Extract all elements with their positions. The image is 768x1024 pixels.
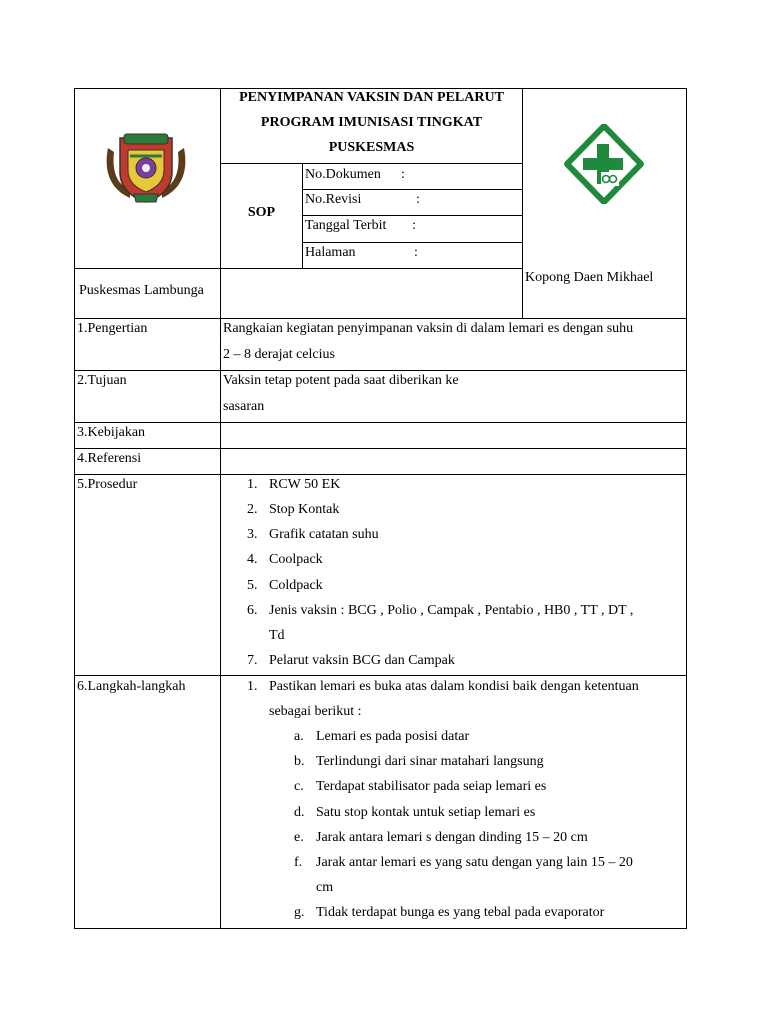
- list-item: RCW 50 EK: [269, 477, 341, 492]
- field-label-no-revisi: No.Revisi: [305, 192, 362, 207]
- row-label-kebijakan: 3.Kebijakan: [77, 425, 146, 440]
- pengertian-text-line-1: Rangkaian kegiatan penyimpanan vaksin di dalam lemari es dengan suhu: [223, 321, 634, 336]
- title-line-1: PENYIMPANAN VAKSIN DAN PELARUT: [239, 90, 504, 105]
- list-item: Pastikan lemari es buka atas dalam kondisi baik dengan ketentuan: [269, 679, 639, 694]
- list-item-number: 4.: [247, 552, 258, 567]
- list-item-number: 1.: [247, 477, 258, 492]
- row-label-referensi: 4.Referensi: [77, 451, 142, 466]
- pengertian-text-line-2: 2 – 8 derajat celcius: [223, 347, 335, 362]
- title-line-3: PUSKESMAS: [328, 140, 415, 155]
- sub-item: Satu stop kontak untuk setiap lemari es: [316, 805, 536, 820]
- list-item: Pelarut vaksin BCG dan Campak: [269, 653, 455, 668]
- list-item-number: 2.: [247, 502, 258, 517]
- puskesmas-cross-logo: [564, 124, 644, 204]
- sub-item: Tidak terdapat bunga es yang tebal pada evaporator: [316, 905, 605, 920]
- sub-item-letter: g.: [294, 905, 305, 920]
- sub-item-letter: b.: [294, 754, 305, 769]
- list-item-number: 7.: [247, 653, 258, 668]
- tujuan-text-line-2: sasaran: [223, 399, 265, 414]
- row-label-prosedur: 5.Prosedur: [77, 477, 138, 492]
- field-label-tanggal-terbit: Tanggal Terbit: [305, 218, 387, 233]
- sub-item-letter: a.: [294, 729, 304, 744]
- sub-item-letter: d.: [294, 805, 305, 820]
- field-label-no-dokumen: No.Dokumen: [305, 167, 381, 182]
- sub-item-letter: c.: [294, 779, 304, 794]
- row-label-pengertian: 1.Pengertian: [77, 321, 148, 336]
- field-sep-halaman: :: [414, 245, 418, 260]
- list-item: Jenis vaksin : BCG , Polio , Campak , Pentabio , HB0 , TT , DT ,: [269, 603, 634, 618]
- field-sep-no-dokumen: :: [401, 167, 405, 182]
- head-name: Kopong Daen Mikhael: [525, 270, 654, 285]
- list-item-number: 6.: [247, 603, 258, 618]
- list-item-number: 3.: [247, 527, 258, 542]
- list-item-continuation: sebagai berikut :: [269, 704, 362, 719]
- list-item: Coldpack: [269, 578, 323, 593]
- sub-item-letter: e.: [294, 830, 304, 845]
- sub-item-continuation: cm: [316, 880, 334, 895]
- list-item-number: 1.: [247, 679, 258, 694]
- list-item: Stop Kontak: [269, 502, 340, 517]
- row-label-langkah: 6.Langkah-langkah: [77, 679, 186, 694]
- sub-item: Jarak antara lemari s dengan dinding 15 – 20 cm: [316, 830, 588, 845]
- field-sep-tanggal-terbit: :: [412, 218, 416, 233]
- sub-item: Terdapat stabilisator pada seiap lemari es: [316, 779, 547, 794]
- sub-item: Terlindungi dari sinar matahari langsung: [316, 754, 544, 769]
- list-item-number: 5.: [247, 578, 258, 593]
- list-item-continuation: Td: [269, 628, 285, 643]
- sub-item: Jarak antar lemari es yang satu dengan yang lain 15 – 20: [316, 855, 633, 870]
- field-sep-no-revisi: :: [416, 192, 420, 207]
- list-item: Grafik catatan suhu: [269, 527, 379, 542]
- sub-item-letter: f.: [294, 855, 303, 870]
- regional-emblem-logo: [100, 128, 192, 206]
- row-label-tujuan: 2.Tujuan: [77, 373, 127, 388]
- sop-label: SOP: [247, 205, 276, 220]
- title-line-2: PROGRAM IMUNISASI TINGKAT: [260, 115, 483, 130]
- list-item: Coolpack: [269, 552, 323, 567]
- sub-item: Lemari es pada posisi datar: [316, 729, 470, 744]
- field-label-halaman: Halaman: [305, 245, 356, 260]
- puskesmas-name: Puskesmas Lambunga: [79, 283, 204, 298]
- tujuan-text-line-1: Vaksin tetap potent pada saat diberikan ke: [223, 373, 459, 388]
